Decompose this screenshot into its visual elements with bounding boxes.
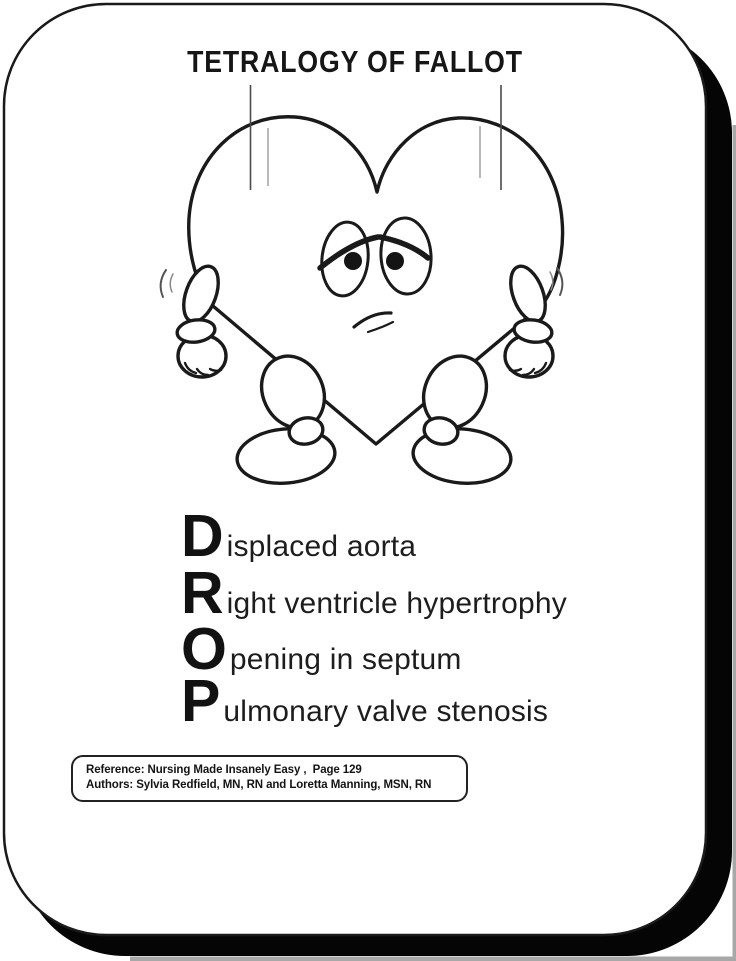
mnemonic-row-pulmonary-valve-stenosis bbox=[181, 668, 549, 734]
reference-line: Reference: Nursing Made Insanely Easy , Page 129 bbox=[86, 764, 362, 776]
mnemonic-text: pening in septum bbox=[229, 643, 462, 676]
mnemonic-text: ight ventricle hypertrophy bbox=[226, 587, 567, 620]
scan-edge-right bbox=[733, 125, 736, 961]
mnemonic-text: isplaced aorta bbox=[226, 530, 417, 563]
mnemonic-letter: D bbox=[181, 503, 224, 569]
mnemonic-row-right-ventricle-hypertrophy bbox=[181, 560, 567, 626]
right-pupil bbox=[386, 252, 404, 270]
left-pupil bbox=[344, 252, 362, 270]
mnemonic-letter: O bbox=[181, 616, 227, 682]
mnemonic-letter: P bbox=[181, 668, 221, 734]
reference-box bbox=[71, 755, 468, 802]
mnemonic-row-displaced-aorta bbox=[181, 503, 417, 569]
authors-line: Authors: Sylvia Redfield, MN, RN and Loretta Manning, MSN, RN bbox=[86, 778, 432, 791]
mnemonic-letter: R bbox=[181, 560, 224, 626]
scan-edge-bottom bbox=[130, 957, 736, 961]
mnemonic-text: ulmonary valve stenosis bbox=[223, 695, 549, 728]
mnemonic-row-opening-in-septum bbox=[181, 616, 462, 682]
page-title: TETRALOGY OF FALLOT bbox=[187, 44, 523, 79]
